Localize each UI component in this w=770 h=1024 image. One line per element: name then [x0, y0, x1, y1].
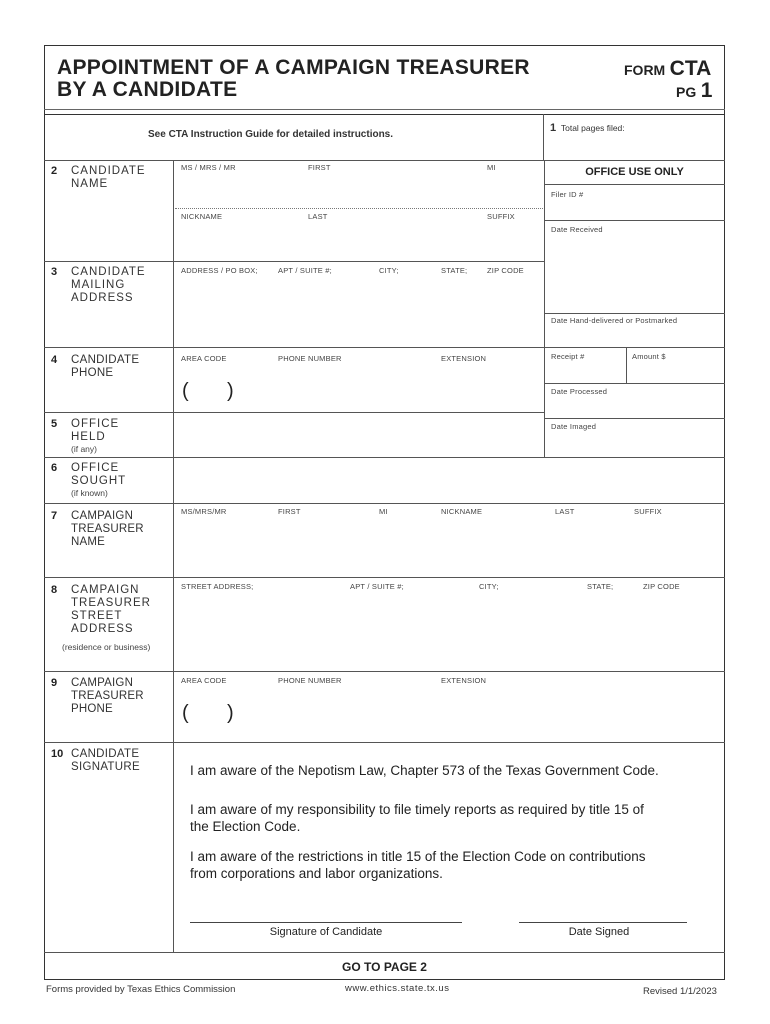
row-line-4 [44, 347, 544, 348]
treasurer-area-code-label: AREA CODE [181, 676, 227, 685]
candidate-name-separator [175, 208, 543, 209]
instructions-text: See CTA Instruction Guide for detailed instructions. [148, 129, 394, 140]
office-line-3 [544, 347, 725, 348]
office-line-5 [544, 418, 725, 419]
office-use-box [544, 160, 725, 457]
treasurer-area-close-paren: ) [227, 702, 234, 724]
office-line-4 [544, 383, 725, 384]
receipt-label: Receipt # [551, 352, 585, 361]
signature-field[interactable] [190, 896, 462, 922]
apt-label: APT / SUITE #; [278, 266, 332, 275]
office-line-2 [544, 313, 725, 314]
candidate-address-input[interactable] [181, 280, 539, 342]
candidate-nickname-last-input[interactable] [181, 224, 539, 256]
treasurer-apt-label: APT / SUITE #; [350, 582, 404, 591]
treasurer-city-label: CITY; [479, 582, 499, 591]
phone-number-label: PHONE NUMBER [278, 354, 342, 363]
page-number: PG 1 [676, 79, 713, 102]
amount-label: Amount $ [632, 352, 666, 361]
date-imaged-label: Date Imaged [551, 422, 597, 431]
row-line-5 [44, 412, 544, 413]
total-pages-label: 1 Total pages filed: [550, 122, 625, 134]
signature-line [190, 922, 462, 923]
date-signed-line [519, 922, 687, 923]
header-rule-2 [44, 114, 725, 115]
address-label: ADDRESS / PO BOX; [181, 266, 258, 275]
restrictions-statement-2: from corporations and labor organizations. [190, 866, 443, 881]
area-code-label: AREA CODE [181, 354, 227, 363]
date-processed-label: Date Processed [551, 387, 608, 396]
date-received-label: Date Received [551, 225, 603, 234]
form-title-line1: APPOINTMENT OF A CAMPAIGN TREASURER [57, 56, 530, 79]
treasurer-ms-label: MS/MRS/MR [181, 507, 227, 516]
section-10-label: 10 CANDIDATE SIGNATURE [51, 748, 140, 773]
candidate-first-label: FIRST [308, 163, 331, 172]
candidate-mi-label: MI [487, 163, 496, 172]
treasurer-suffix-label: SUFFIX [634, 507, 662, 516]
receipt-divider [626, 347, 627, 383]
row-line-11 [44, 952, 725, 953]
treasurer-street-label: STREET ADDRESS; [181, 582, 254, 591]
office-held-input[interactable] [176, 416, 540, 454]
candidate-name-input[interactable] [181, 175, 539, 203]
candidate-ms-label: MS / MRS / MR [181, 163, 236, 172]
row-line-3 [44, 261, 544, 262]
row-line-6 [44, 457, 725, 458]
treasurer-extension-label: EXTENSION [441, 676, 487, 685]
candidate-suffix-label: SUFFIX [487, 212, 515, 221]
treasurer-nickname-label: NICKNAME [441, 507, 483, 516]
row-line-10 [44, 742, 725, 743]
row-line-9 [44, 671, 725, 672]
responsibility-statement-1: I am aware of my responsibility to file timely reports as required by title 15 of [190, 802, 644, 817]
section-5-label: 5 OFFICE HELD (if any) [51, 418, 120, 454]
section-6-label: 6 OFFICE SOUGHT (if known) [51, 462, 127, 498]
residence-note: (residence or business) [62, 642, 151, 652]
footer-left: Forms provided by Texas Ethics Commission [46, 984, 236, 995]
treasurer-phone-input[interactable] [190, 700, 720, 736]
section-4-label: 4 CANDIDATE PHONE [51, 354, 140, 379]
treasurer-first-label: FIRST [278, 507, 301, 516]
office-line-1 [544, 220, 725, 221]
date-hand-delivered-label: Date Hand-delivered or Postmarked [551, 316, 678, 325]
candidate-last-label: LAST [308, 212, 328, 221]
section-3-label: 3 CANDIDATE MAILING ADDRESS [51, 266, 146, 304]
label-column-divider [173, 160, 174, 952]
form-code: FORM CTA [624, 57, 712, 80]
area-code-close-paren: ) [227, 380, 234, 402]
date-signed-field[interactable] [519, 896, 687, 922]
section-2-label: 2 CANDIDATE NAME [51, 165, 146, 190]
treasurer-name-input[interactable] [181, 520, 721, 572]
footer-revised: Revised 1/1/2023 [643, 986, 717, 997]
treasurer-zip-label: ZIP CODE [643, 582, 680, 591]
treasurer-last-label: LAST [555, 507, 575, 516]
section-8-label: 8 CAMPAIGN TREASURER STREET ADDRESS [51, 584, 151, 635]
treasurer-area-open-paren: ( [182, 702, 189, 724]
restrictions-statement-1: I am aware of the restrictions in title 15 of the Election Code on contributions [190, 849, 646, 864]
date-signed-label: Date Signed [568, 926, 630, 938]
filer-id-label: Filer ID # [551, 190, 584, 199]
extension-label: EXTENSION [441, 354, 487, 363]
treasurer-address-input[interactable] [181, 596, 721, 666]
header-rule [44, 109, 725, 110]
candidate-phone-input[interactable] [190, 380, 540, 406]
state-label: STATE; [441, 266, 468, 275]
form-title-line2: BY A CANDIDATE [57, 78, 238, 101]
row-line-7 [44, 503, 725, 504]
treasurer-state-label: STATE; [587, 582, 614, 591]
candidate-nickname-label: NICKNAME [181, 212, 223, 221]
nepotism-statement: I am aware of the Nepotism Law, Chapter 573 of the Texas Government Code. [190, 763, 659, 778]
responsibility-statement-2: the Election Code. [190, 819, 301, 834]
treasurer-mi-label: MI [379, 507, 388, 516]
office-sought-input[interactable] [176, 461, 721, 499]
signature-label: Signature of Candidate [269, 926, 383, 938]
row-line-8 [44, 577, 725, 578]
area-code-open-paren: ( [182, 380, 189, 402]
city-label: CITY; [379, 266, 399, 275]
section-9-label: 9 CAMPAIGN TREASURER PHONE [51, 677, 144, 715]
office-use-title: OFFICE USE ONLY [544, 160, 725, 185]
go-to-page-2: GO TO PAGE 2 [342, 960, 427, 974]
treasurer-phone-label: PHONE NUMBER [278, 676, 342, 685]
footer-url: www.ethics.state.tx.us [345, 983, 450, 994]
instructions-divider [543, 114, 544, 160]
section-7-label: 7 CAMPAIGN TREASURER NAME [51, 510, 144, 548]
zip-label: ZIP CODE [487, 266, 524, 275]
